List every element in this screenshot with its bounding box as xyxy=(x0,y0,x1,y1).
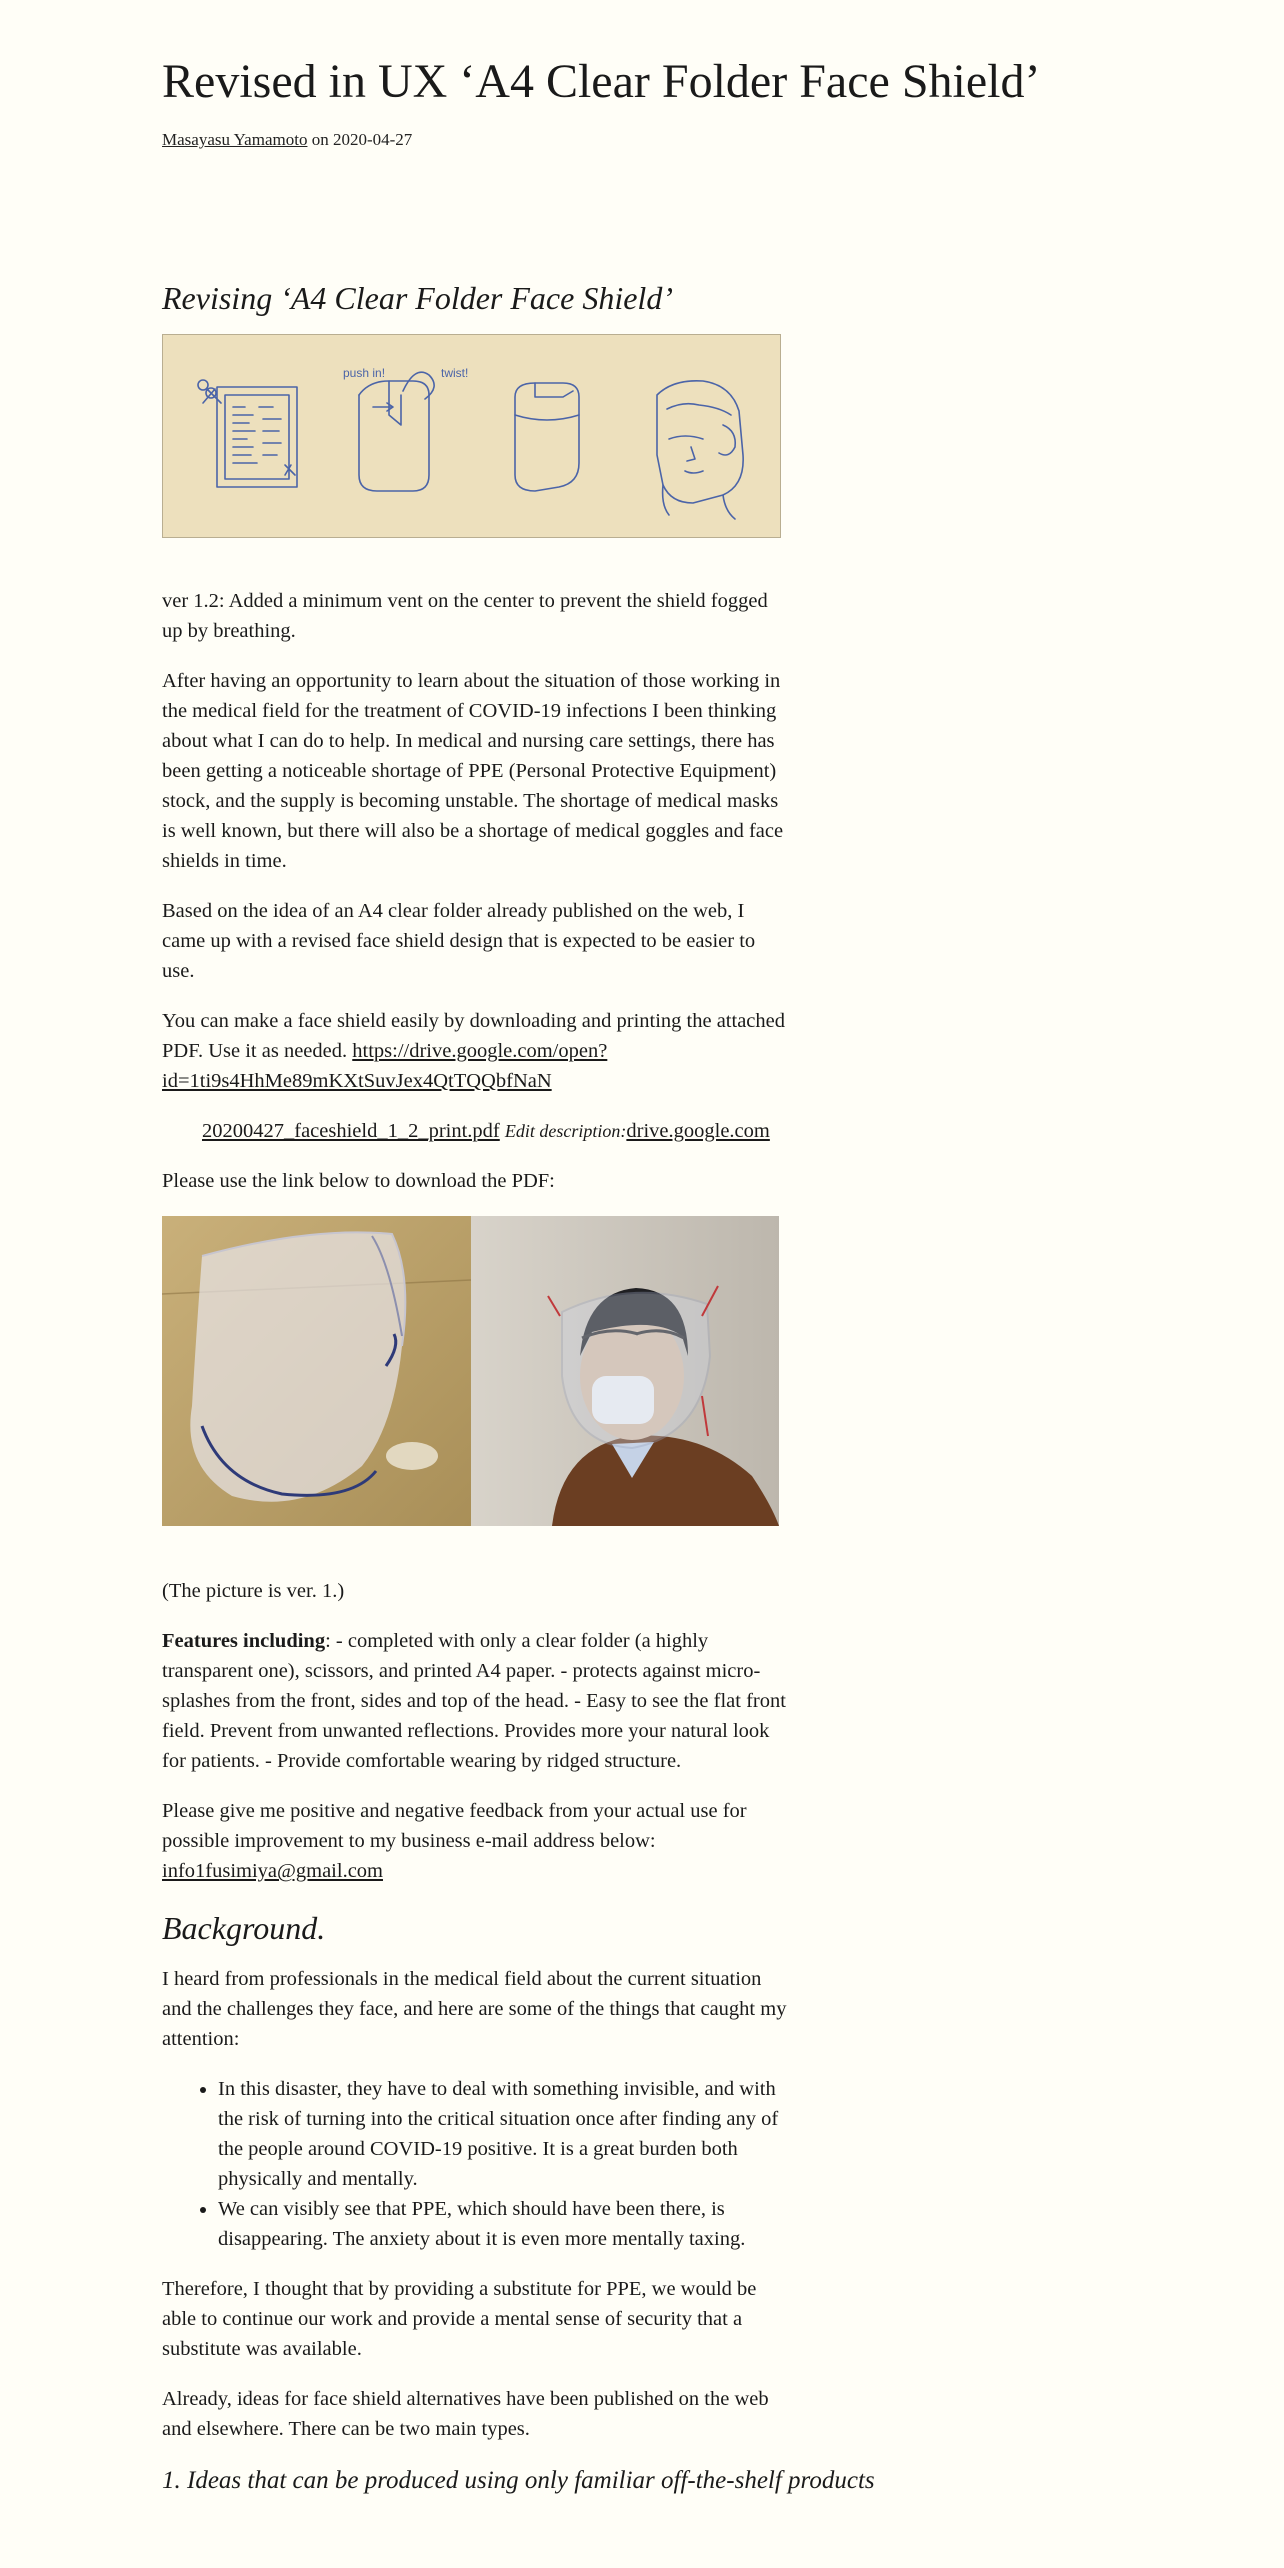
email-link[interactable]: info1fusimiya@gmail.com xyxy=(162,1860,383,1882)
post-date: 2020-04-27 xyxy=(332,130,413,149)
paragraph-therefore: Therefore, I thought that by providing a substitute for PPE, we would be able to continue our work and provide a mental sense of security that a substitute was available. xyxy=(162,2278,757,2360)
list-item: • We can visibly see that PPE, which should have been there, is disappearing. The anxiety about it is even more mentally taxing. xyxy=(218,2194,787,2254)
folder-step-icon xyxy=(359,372,434,491)
page-title: Revised in UX ‘A4 Clear Folder Face Shield’ xyxy=(162,55,1041,108)
concerns-list xyxy=(162,2074,787,2254)
author-link[interactable]: Masayasu Yamamoto xyxy=(162,130,308,149)
paragraph-caption: (The picture is ver. 1.) xyxy=(162,1580,345,1602)
download-text: You can make a face shield easily by downloading and printing the attached PDF. Use it as needed. xyxy=(162,1010,785,1062)
assembled-shield-icon xyxy=(515,383,579,491)
background-heading: Background. xyxy=(162,1910,326,1946)
file-description[interactable]: Edit description xyxy=(504,1121,621,1141)
subheading-ideas: 1. Ideas that can be produced using only familiar off-the-shelf products xyxy=(162,2467,875,2494)
face-shield-photo-svg xyxy=(162,1216,779,1526)
paragraph-use-link: Please use the link below to download the PDF: xyxy=(162,1170,555,1192)
paragraph-download xyxy=(162,1006,787,1096)
paragraph-version: ver 1.2: Added a minimum vent on the center to prevent the shield fogged up by breathing. xyxy=(162,590,768,642)
date-prefix: on xyxy=(311,130,329,149)
features-text: : - completed with only a clear folder (a highly transparent one), scissors, and printed A4 paper. - protects against micro-splashes from the front, sides and top of the head. - Easy to see the flat front field. Prevent from unwanted reflections. Provides more your natural look for patients. - Provide comfortable wearing by ridged structure. xyxy=(162,1630,786,1772)
assembly-diagram xyxy=(162,334,781,538)
paragraph-already: Already, ideas for face shield alternatives have been published on the web and elsewhere. There can be two main types. xyxy=(162,2388,769,2440)
file-host-link[interactable]: drive.google.com xyxy=(626,1120,770,1142)
paragraph-intro: After having an opportunity to learn about the situation of those working in the medical field for the treatment of COVID-19 infections I been thinking about what I can do to help. In medical and nursing care settings, there has been getting a noticeable shortage of PPE (Personal Protective Equipment) stock, and the supply is becoming unstable. The shortage of medical masks is well known, but there will also be a shortage of medical goggles and face shields in time. xyxy=(162,670,784,872)
push-label: push in! xyxy=(343,366,386,380)
paragraph-idea: Based on the idea of an A4 clear folder already published on the web, I came up with a revised face shield design that is expected to be easier to use. xyxy=(162,900,756,982)
feedback-text: Please give me positive and negative feedback from your actual use for possible improvement to my business e-mail address below: xyxy=(162,1800,747,1852)
assembly-diagram-svg xyxy=(163,335,780,537)
section-heading: Revising ‘A4 Clear Folder Face Shield’ xyxy=(162,280,673,316)
face-shield-photo xyxy=(162,1216,779,1526)
paragraph-heard: I heard from professionals in the medical field about the current situation and the challenges they face, and here are some of the things that caught my attention: xyxy=(162,1968,787,2050)
twist-label: twist! xyxy=(441,366,469,380)
pdf-attachment xyxy=(202,1116,787,1146)
pdf-file-link[interactable]: 20200427_faceshield_1_2_print.pdf xyxy=(202,1120,500,1142)
paragraph-features xyxy=(162,1626,787,1776)
head-with-shield-icon xyxy=(657,381,743,519)
a4-sheet-icon xyxy=(217,387,297,487)
byline xyxy=(162,128,412,152)
article-body xyxy=(162,276,875,2498)
file-description-colon: : xyxy=(620,1121,627,1141)
paragraph-feedback xyxy=(162,1796,787,1886)
drive-link[interactable]: https://drive.google.com/open?id=1ti9s4HhMe89mKXtSuvJex4QtTQQbfNaN xyxy=(162,1040,608,1092)
features-label: Features including xyxy=(162,1630,326,1652)
list-item: • In this disaster, they have to deal with something invisible, and with the risk of turning into the critical situation once after finding any of the people around COVID-19 positive. It is a great burden both physically and mentally. xyxy=(218,2074,787,2194)
